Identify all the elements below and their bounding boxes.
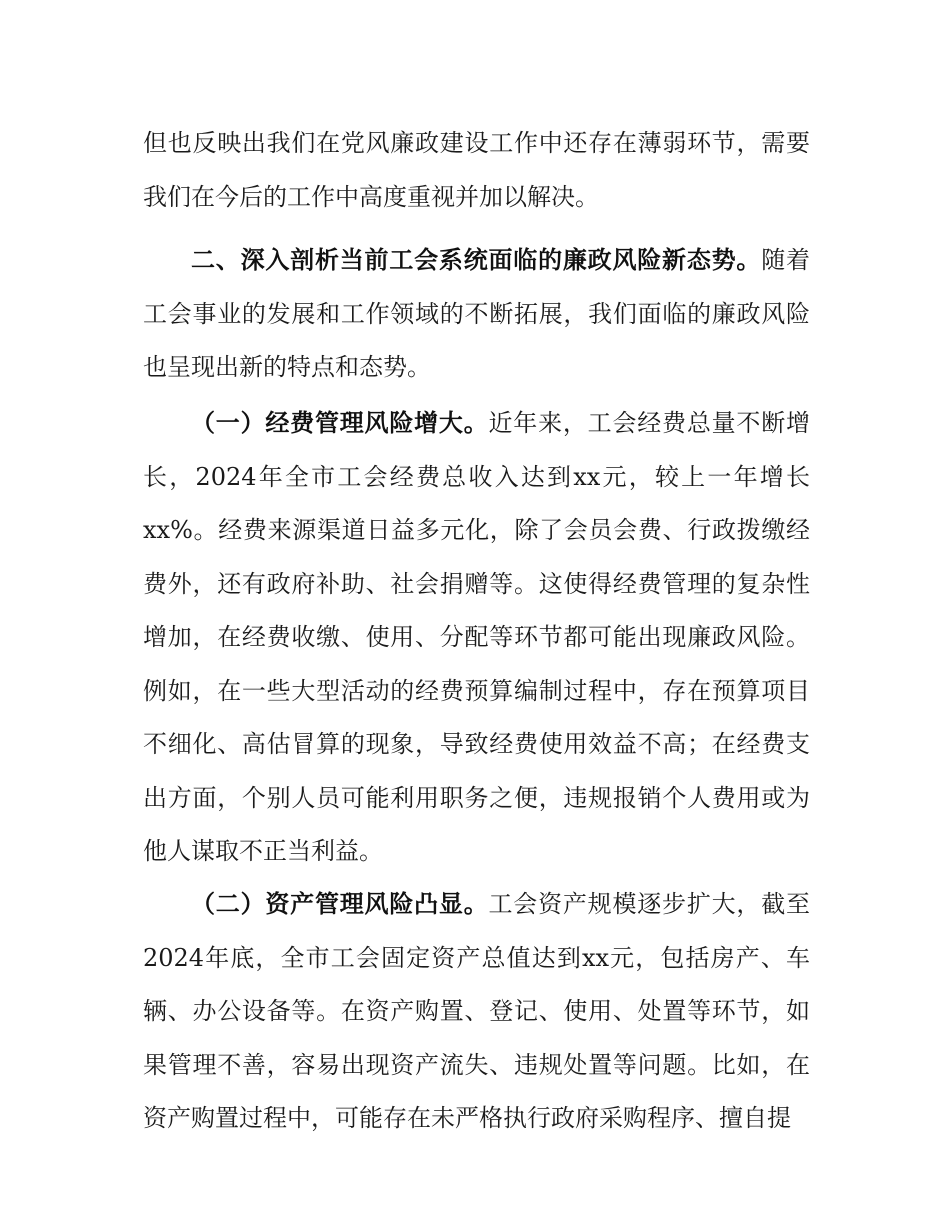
paragraph-continuation — [143, 117, 810, 224]
paragraph-text: 近年来，工会经费总量不断增长，2024年全市工会经费总收入达到xx元，较上一年增长xx%。经费来源渠道日益多元化，除了会员会费、行政拨缴经费外，还有政府补助、社会捐赠等。这使得经费管理的复杂性增加，在经费收缴、使用、分配等环节都可能出现廉政风险。例如，在一些大型活动的经费预算编制过程中，存在预算项目不细化、高估冒算的现象，导致经费使用效益不高；在经费支出方面，个别人员可能利用职务之便，违规报销个人费用或为他人谋取不正当利益。 — [143, 409, 810, 865]
subsection-two-paragraph — [143, 877, 810, 1146]
section-two-paragraph — [143, 233, 810, 395]
subsection-one-paragraph — [143, 396, 810, 879]
section-heading: 二、深入剖析当前工会系统面临的廉政风险新态势。 — [191, 245, 762, 274]
paragraph-text: 但也反映出我们在党风廉政建设工作中还存在薄弱环节，需要我们在今后的工作中高度重视并加以解决。 — [143, 129, 810, 211]
paragraph-text: 工会资产规模逐步扩大，截至2024年底，全市工会固定资产总值达到xx元，包括房产、车辆、办公设备等。在资产购置、登记、使用、处置等环节，如果管理不善，容易出现资产流失、违规处置等问题。比如，在资产购置过程中，可能存在未严格执行政府采购程序、擅自提 — [143, 890, 810, 1132]
paragraph-text: 随着工会事业的发展和工作领域的不断拓展，我们面临的廉政风险也呈现出新的特点和态势。 — [143, 246, 811, 381]
subsection-heading: （一）经费管理风险增大。 — [191, 408, 489, 437]
subsection-heading: （二）资产管理风险凸显。 — [191, 889, 489, 918]
